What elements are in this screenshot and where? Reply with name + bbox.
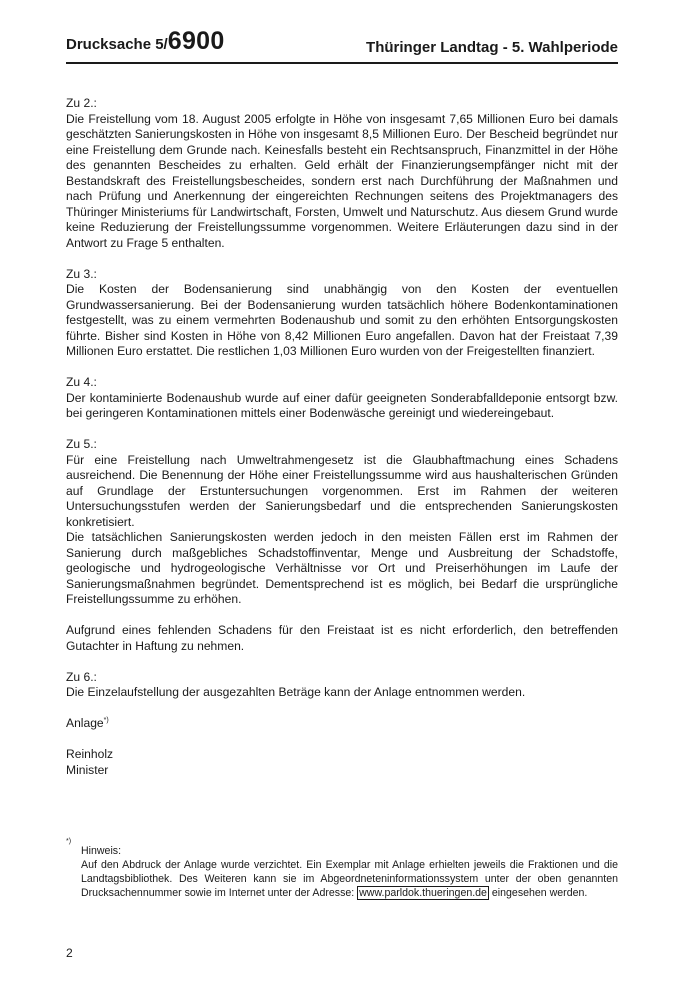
section-text-zu-2: Die Freistellung vom 18. August 2005 erfolgte in Höhe von insgesamt 7,65 Millionen Euro bei damals geschätzten Sanierungskosten in Höhe von insgesamt 8,5 Millionen Euro. Der Bescheid begründet nur eine Freistellung dem Grunde nach. Keinesfalls besteht ein Rechtsanspruch, Finanzmittel in der Höhe des genannten Bescheides zu erhalten. Geld erhält der Finanzierungsempfänger nicht mit der Bestandskraft des Freistellungsbescheides, sondern erst nach Durchführung der Maßnahmen und nach Prüfung und Anerkennung der eingereichten Rechnungen seitens des Projektmanagers des Thüringer Ministeriums für Landwirtschaft, Forsten, Umwelt und Naturschutz. Aus diesem Grund wurde keine Reduzierung der Freistellungssumme vorgenommen. Weitere Erläuterungen dazu sind in der Antwort zu Frage 5 enthalten. <box>66 111 618 250</box>
footnote: *) Hinweis: Auf den Abdruck der Anlage wurde verzichtet. Ein Exemplar mit Anlage erhielten jeweils die Fraktionen und die Landtagsbibliothek. Des Weiteren kann sie im Abgeordneteninformationssystem unter der oben genannten Drucksachennummer sowie im Internet unter der Adresse: www.parldok.thueringen.de eingesehen werden. <box>66 838 618 899</box>
page-header <box>66 27 618 64</box>
footnote-title: Hinweis: <box>81 845 122 857</box>
document-number-value: 6900 <box>167 27 225 55</box>
document-number <box>66 27 225 56</box>
section-text-zu-5-a: Für eine Freistellung nach Umweltrahmengesetz ist die Glaubhaftmachung eines Schadens ausreichend. Die Benennung der Höhe einer Freistellungssumme wird aus haushalterischen Gründen auf Grundlage der Erstuntersuchungen vorgenommen. Erst im Rahmen der weiteren Untersuchungsstufen werden der Sanierungsbedarf und die entsprechenden Sanierungskosten konkretisiert. <box>66 452 618 529</box>
document-number-prefix: Drucksache 5/ <box>66 36 168 53</box>
section-label-zu-3: Zu 3.: <box>66 266 97 281</box>
section-text-zu-3: Die Kosten der Bodensanierung sind unabhängig von den Kosten der eventuellen Grundwassersanierung. Bei der Bodensanierung wurden tatsächlich höhere Bodenkontaminationen festgestellt, was zu einem vermehrten Bodenaushub und somit zu den erhöhten Entsorgungskosten führte. Bisher sind Kosten in Höhe von 8,42 Millionen Euro angefallen. Davon hat der Freistaat 7,39 Millionen Euro erstattet. Die restlichen 1,03 Millionen Euro wurden von der Freigestellten finanziert. <box>66 282 618 358</box>
section-label-zu-5: Zu 5.: <box>66 437 97 451</box>
footnote-text: Auf den Abdruck der Anlage wurde verzichtet. Ein Exemplar mit Anlage erhielten jeweils die Fraktionen und die Landtagsbibliothek. Des Weiteren kann sie im Abgeordneteninformationssystem unter der oben genannten Drucksachennummer sowie im Internet unter der Adresse: www.parldok.thueringen.de eingesehen werden. <box>81 859 618 899</box>
section-text-zu-6: Die Einzelaufstellung der ausgezahlten Beträge kann der Anlage entnommen werden. <box>66 685 526 699</box>
section-label-zu-2: Zu 2.: <box>66 96 97 110</box>
signature-name: Reinholz <box>66 747 114 761</box>
parldok-link[interactable]: www.parldok.thueringen.de <box>359 887 487 899</box>
parliament-title: Thüringer Landtag - 5. Wahlperiode <box>366 39 618 56</box>
document-body <box>66 96 618 778</box>
section-label-zu-4: Zu 4.: <box>66 375 97 389</box>
section-text-zu-5-conclusion: Aufgrund eines fehlenden Schadens für den Freistaat ist es nicht erforderlich, den betreffenden Gutachter in Haftung zu nehmen. <box>66 623 618 653</box>
page-number: 2 <box>66 946 73 960</box>
section-text-zu-5-b: Die tatsächlichen Sanierungskosten werden jedoch in den meisten Fällen erst im Rahmen der Sanierung durch maßgebliches Schadstoffinventar, Menge und Ausbreitung der Schadstoffe, geologische und hydrogeologische Verhältnisse vor Ort und Preiserhöhungen im Laufe der Sanierungsmaßnahmen begründet. Dementsprechend ist es möglich, bei Bedarf die ursprüngliche Freistellungssumme zu erhöhen. <box>66 530 618 606</box>
attachment-footnote-mark: *) <box>103 716 109 724</box>
attachment-label: Anlage*) <box>66 716 109 730</box>
signature-role: Minister <box>66 762 109 777</box>
section-label-zu-6: Zu 6.: <box>66 669 97 684</box>
section-text-zu-4: Der kontaminierte Bodenaushub wurde auf einer dafür geeigneten Sonderabfalldeponie entsorgt bzw. bei geringeren Kontaminationen mittels einer Bodenwäsche gereinigt und wiedereingebaut. <box>66 390 618 420</box>
